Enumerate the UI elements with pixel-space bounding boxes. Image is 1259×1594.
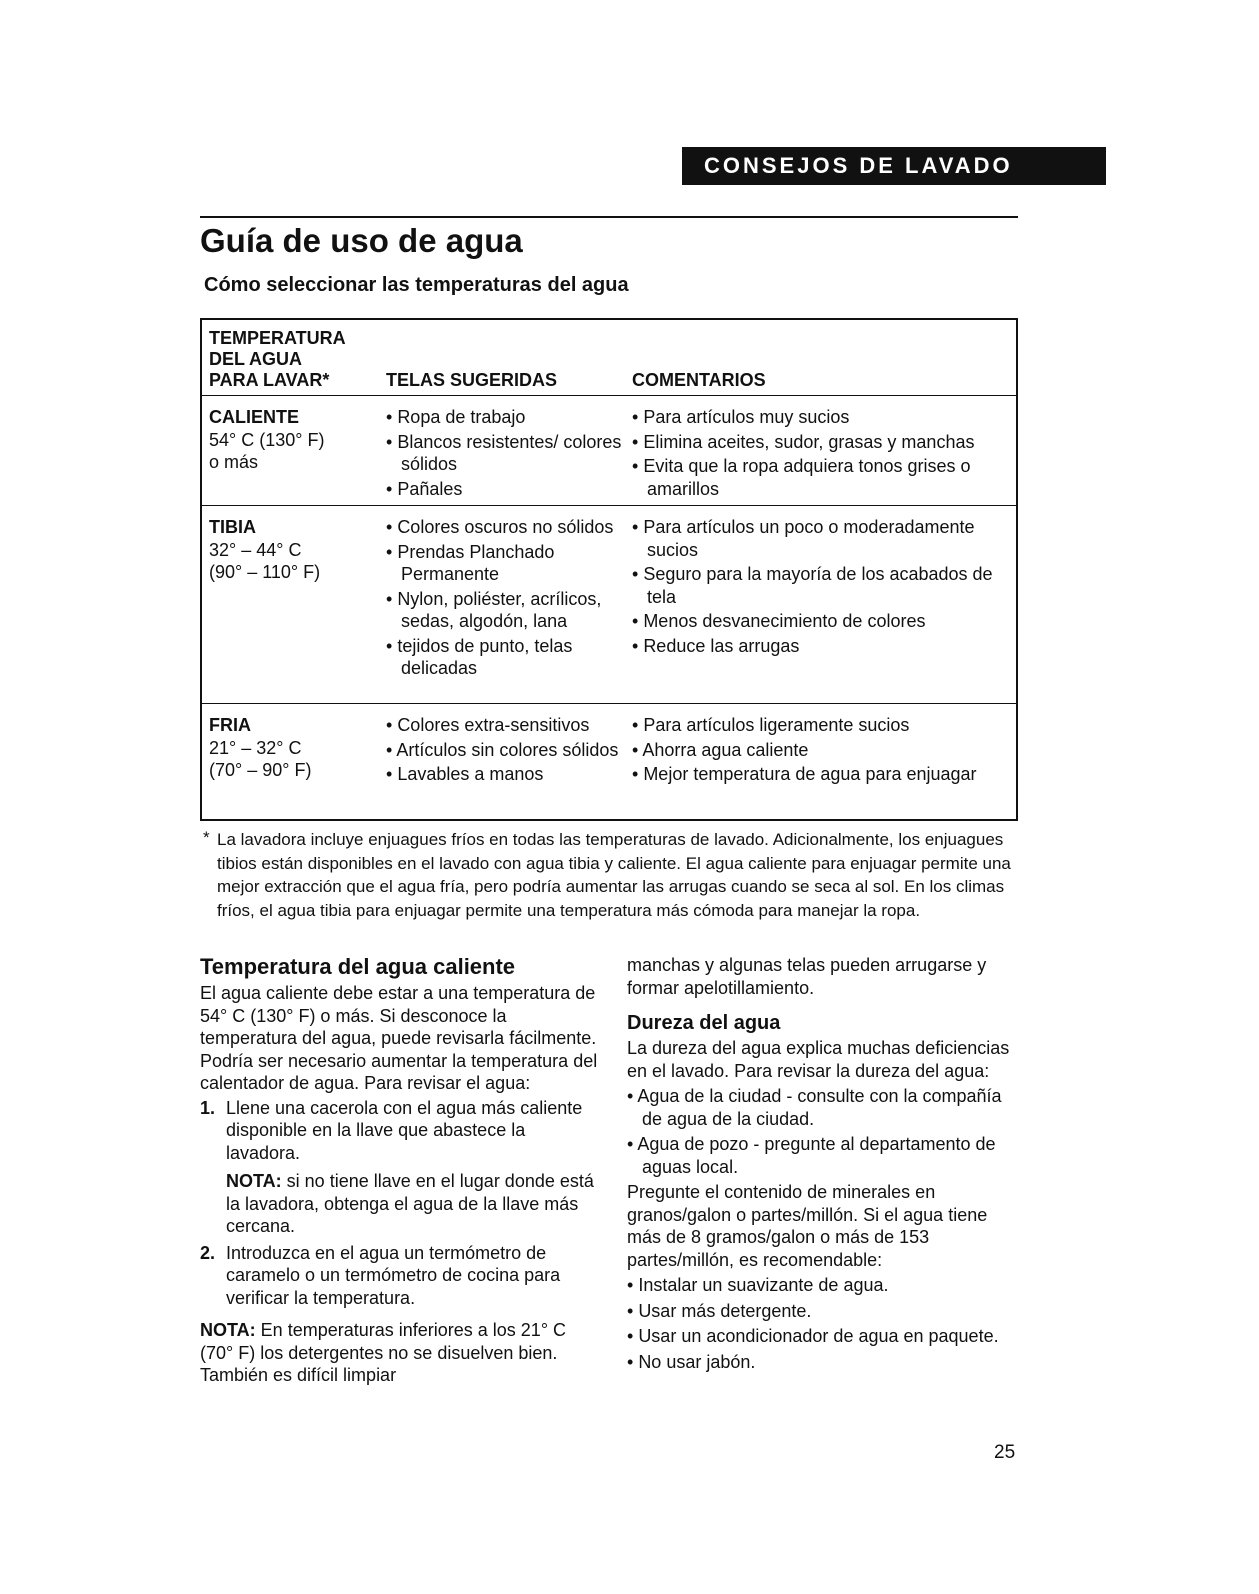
list-item: • Pañales <box>386 478 626 501</box>
list-item: • Nylon, poliéster, acrílicos, sedas, algodón, lana <box>386 588 626 633</box>
step-number: 2. <box>200 1242 216 1263</box>
header-comments: COMENTARIOS <box>632 370 766 390</box>
hardness-intro: La dureza del agua explica muchas deficiencias en el lavado. Para revisar la dureza del agua: <box>627 1038 1010 1081</box>
hardness-advice: Pregunte el contenido de minerales en granos/galon o partes/millón. Si el agua tiene más de 8 gramos/galon o más de 153 partes/millón, es recomendable: <box>627 1182 988 1270</box>
list-item: • Menos desvanecimiento de colores <box>632 610 1017 633</box>
list-item: • Blancos resistentes/ colores sólidos <box>386 431 626 476</box>
list-item: • Seguro para la mayoría de los acabados de tela <box>632 563 1017 608</box>
list-item: • Mejor temperatura de agua para enjuagar <box>632 763 1017 786</box>
hot-water-heading: Temperatura del agua caliente <box>200 954 516 979</box>
list-item: • Reduce las arrugas <box>632 635 1017 658</box>
temperature-cell <box>209 406 379 474</box>
hot-water-note <box>200 1319 598 1387</box>
comments-list <box>632 516 1017 659</box>
temperature-name: CALIENTE <box>209 407 299 427</box>
list-item: • Ahorra agua caliente <box>632 739 1017 762</box>
step-number: 1. <box>200 1097 216 1118</box>
temperature-cell <box>209 714 379 782</box>
list-item: • Para artículos un poco o moderadamente sucios <box>632 516 1017 561</box>
list-item: • tejidos de punto, telas delicadas <box>386 635 626 680</box>
header-temp-line: DEL AGUA <box>209 349 303 369</box>
header-temperature <box>209 328 379 391</box>
hardness-recommendations-list <box>627 1274 1017 1373</box>
step-text: Llene una cacerola con el agua más caliente disponible en la llave que abastece la lavadora. <box>226 1097 583 1163</box>
table-row-fria <box>202 704 1016 819</box>
note-text: si no tiene llave en el lugar donde está la lavadora, obtenga el agua de la llave más cercana. <box>226 1171 594 1236</box>
fabrics-list <box>386 714 626 788</box>
right-column <box>627 954 1017 1376</box>
page-number: 25 <box>994 1442 1016 1463</box>
page-subtitle: Cómo seleccionar las temperaturas del agua <box>204 274 629 296</box>
comments-list <box>632 406 1017 502</box>
list-item: • No usar jabón. <box>627 1351 1017 1374</box>
list-item: • Ropa de trabajo <box>386 406 626 429</box>
title-rule <box>200 216 1018 218</box>
list-item: • Agua de pozo - pregunte al departamento de aguas local. <box>627 1133 1017 1178</box>
list-item: • Evita que la ropa adquiera tonos grises o amarillos <box>632 455 1017 500</box>
table-header-row <box>202 320 1016 396</box>
header-temp-line: TEMPERATURA <box>209 328 346 348</box>
list-item: • Agua de la ciudad - consulte con la compañía de agua de la ciudad. <box>627 1085 1017 1130</box>
temperature-range-f: (90° – 110° F) <box>209 562 321 582</box>
header-fabrics: TELAS SUGERIDAS <box>386 370 558 390</box>
note-text: En temperaturas inferiores a los 21° C (70° F) los detergentes no se disuelven bien. También es difícil limpiar <box>200 1320 567 1385</box>
list-item: • Artículos sin colores sólidos <box>386 739 626 762</box>
fabrics-list <box>386 516 626 682</box>
temperature-cell <box>209 516 379 584</box>
header-temp-line: PARA LAVAR* <box>209 370 330 390</box>
fabrics-list <box>386 406 626 502</box>
table-footnote <box>203 828 1013 922</box>
table-row-tibia <box>202 506 1016 704</box>
list-item: • Para artículos muy sucios <box>632 406 1017 429</box>
list-item: • Colores oscuros no sólidos <box>386 516 626 539</box>
temperature-range-c: 54° C (130° F) <box>209 429 325 450</box>
section-badge: CONSEJOS DE LAVADO <box>682 147 1106 185</box>
hot-water-section <box>200 952 598 1387</box>
step-item <box>200 1242 598 1310</box>
temperature-range-c: 21° – 32° C <box>209 737 302 758</box>
hardness-sources-list <box>627 1085 1017 1178</box>
step-note <box>226 1170 598 1238</box>
step-item <box>200 1097 598 1238</box>
footnote-mark: * <box>203 828 210 847</box>
list-item: • Usar más detergente. <box>627 1300 1017 1323</box>
hot-water-steps <box>200 1097 598 1310</box>
temperature-range-f: o más <box>209 452 259 472</box>
list-item: • Usar un acondicionador de agua en paquete. <box>627 1325 1017 1348</box>
list-item: • Instalar un suavizante de agua. <box>627 1274 1017 1297</box>
step-text: Introduzca en el agua un termómetro de caramelo o un termómetro de cocina para verificar la temperatura. <box>226 1242 561 1308</box>
temperature-name: FRIA <box>209 715 251 735</box>
list-item: • Lavables a manos <box>386 763 626 786</box>
table-row-caliente <box>202 396 1016 506</box>
temperature-name: TIBIA <box>209 517 256 537</box>
note-label: NOTA: <box>226 1171 282 1191</box>
footnote-text: La lavadora incluye enjuagues fríos en todas las temperaturas de lavado. Adicionalmente, los enjuagues tibios están disponibles en el lavado con agua tibia y caliente. El agua caliente para enjuagar permite una mejor extracción que el agua fría, pero podría aumentar las arrugas cuando se seca al sol. En los climas fríos, el agua tibia para enjuagar permite una temperatura más cómoda para manejar la ropa. <box>217 830 1011 920</box>
page-title: Guía de uso de agua <box>200 222 523 259</box>
list-item: • Prendas Planchado Permanente <box>386 541 626 586</box>
list-item: • Para artículos ligeramente sucios <box>632 714 1017 737</box>
note-label: NOTA: <box>200 1320 256 1340</box>
temperature-range-f: (70° – 90° F) <box>209 760 312 780</box>
hardness-heading: Dureza del agua <box>627 1012 781 1034</box>
water-temperature-table <box>200 318 1018 821</box>
list-item: • Colores extra-sensitivos <box>386 714 626 737</box>
comments-list <box>632 714 1017 788</box>
hot-water-continuation: manchas y algunas telas pueden arrugarse y formar apelotillamiento. <box>627 955 987 998</box>
temperature-range-c: 32° – 44° C <box>209 539 302 560</box>
hot-water-intro: El agua caliente debe estar a una temperatura de 54° C (130° F) o más. Si desconoce la temperatura del agua, puede revisarla fácilmente. Podría ser necesario aumentar la temperatura del calentador de agua. Para revisar el agua: <box>200 983 598 1093</box>
list-item: • Elimina aceites, sudor, grasas y manchas <box>632 431 1017 454</box>
